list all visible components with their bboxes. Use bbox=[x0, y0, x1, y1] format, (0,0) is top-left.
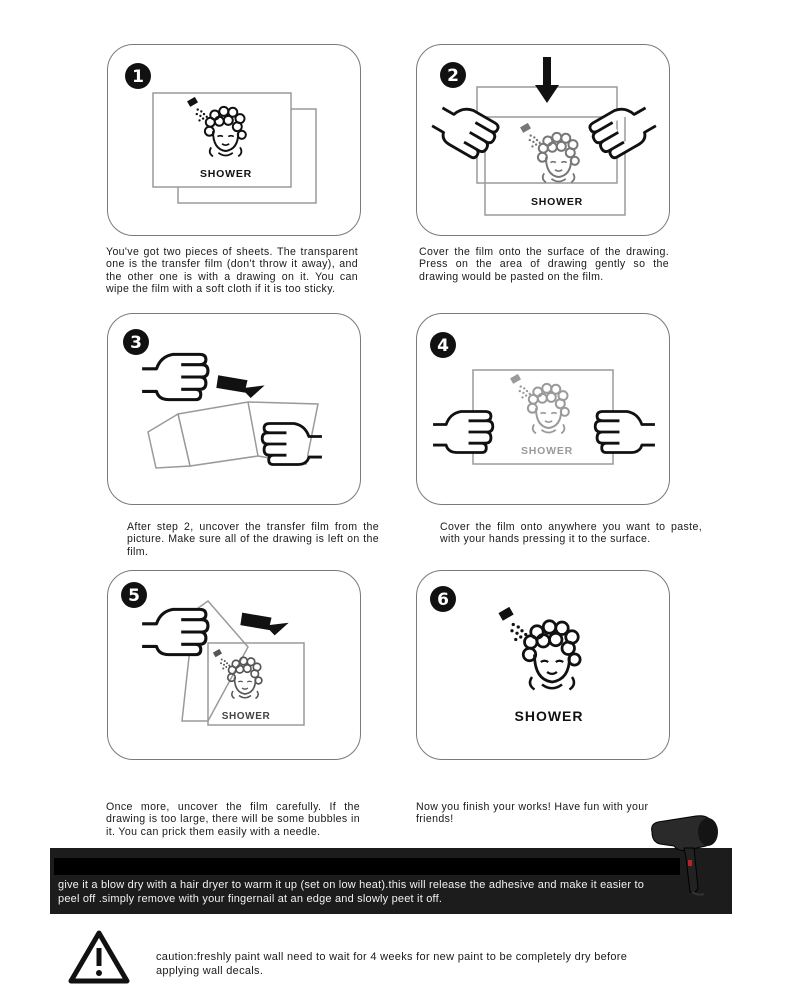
left-hand-icon bbox=[433, 411, 493, 452]
right-hand-icon bbox=[595, 411, 655, 452]
step-3-caption: After step 2, uncover the transfer film from the picture. Make sure all of the drawing is left on the film. bbox=[127, 521, 379, 558]
step-6-illustration bbox=[417, 571, 671, 761]
step-2-caption: Cover the film onto the surface of the drawing. Press on the area of drawing gently so the drawing would be pasted on the film. bbox=[419, 246, 669, 283]
caution-text: caution:freshly paint wall need to wait for 4 weeks for new paint to be completely dry before applying wall decals. bbox=[156, 951, 628, 977]
step-2-number: 2 bbox=[447, 66, 459, 86]
step-1-figure-label: SHOWER bbox=[199, 168, 253, 180]
step-3-number: 3 bbox=[130, 333, 142, 353]
step-4-illustration bbox=[417, 314, 671, 506]
step-2-illustration bbox=[417, 45, 671, 237]
step-6-figure-label: SHOWER bbox=[514, 708, 584, 724]
step-3-panel bbox=[107, 313, 361, 505]
step-4-caption: Cover the film onto anywhere you want to paste, with your hands pressing it to the surface. bbox=[440, 521, 702, 546]
step-4-panel bbox=[416, 313, 670, 505]
step-5-caption: Once more, uncover the film carefully. If the drawing is too large, there will be some bubbles in it. You can prick them easily with a needle. bbox=[106, 801, 360, 838]
step-1-panel bbox=[107, 44, 361, 236]
hand-icon bbox=[142, 609, 208, 654]
down-arrow-icon bbox=[535, 57, 559, 103]
step-4-figure-label: SHOWER bbox=[520, 445, 574, 457]
step-1-caption: You've got two pieces of sheets. The transparent one is the transfer film (don't throw it away), and the other one is with a drawing on it. You can wipe the film with a soft cloth if it is too sticky. bbox=[106, 246, 358, 296]
hair-dryer-tip-banner bbox=[50, 848, 732, 914]
step-6-panel bbox=[416, 570, 670, 760]
step-4-number: 4 bbox=[437, 336, 449, 356]
step-2-panel bbox=[416, 44, 670, 236]
left-hand-icon bbox=[142, 354, 208, 399]
step-3-illustration bbox=[108, 314, 362, 506]
up-left-arrow-icon bbox=[238, 605, 290, 641]
shower-girl-decal bbox=[498, 607, 580, 690]
step-1-illustration bbox=[108, 45, 362, 237]
step-2-figure-label: SHOWER bbox=[530, 196, 584, 208]
hair-dryer-tip-text: give it a blow dry with a hair dryer to warm it up (set on low heat).this will release the adhesive and make it easier to peel off .simply remove with your fingernail at an edge and slowly peet it off. bbox=[58, 879, 645, 905]
step-5-figure-label: SHOWER bbox=[221, 711, 271, 722]
step-5-number: 5 bbox=[128, 586, 140, 606]
drawing-sheet bbox=[178, 402, 258, 466]
hair-dryer-icon bbox=[648, 812, 728, 896]
step-5-panel bbox=[107, 570, 361, 760]
warning-triangle-icon bbox=[68, 930, 130, 984]
step-6-number: 6 bbox=[437, 590, 449, 610]
up-left-arrow-icon bbox=[214, 368, 266, 404]
step-6-caption: Now you finish your works! Have fun with your friends! bbox=[416, 801, 649, 826]
step-5-illustration bbox=[108, 571, 362, 761]
step-1-number: 1 bbox=[132, 67, 144, 87]
